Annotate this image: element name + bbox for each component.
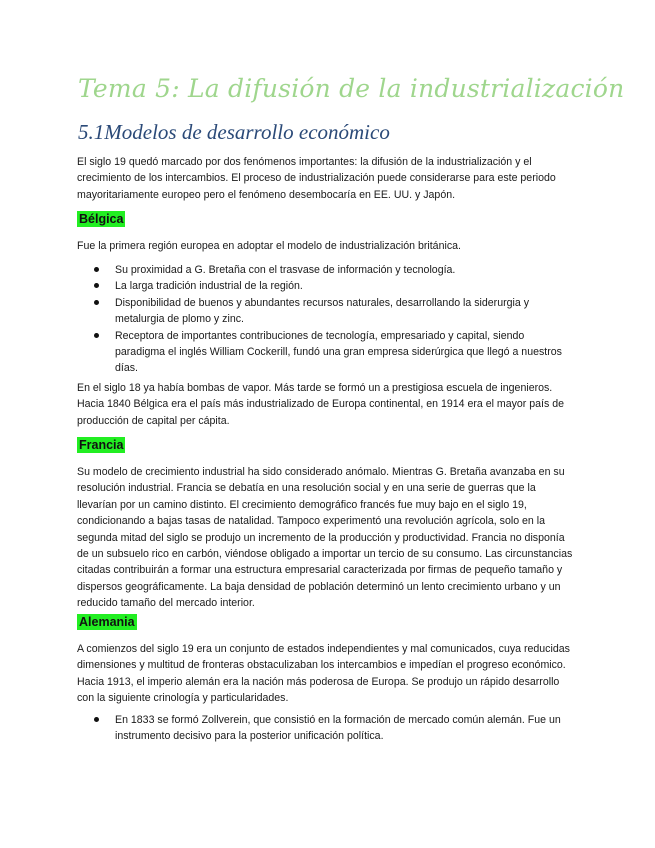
- bullet-icon: [94, 283, 99, 288]
- intro-paragraph: El siglo 19 quedó marcado por dos fenómenos importantes: la difusión de la industrialización y el crecimiento de los intercambios. El proceso de industrialización puede considerarse para este periodo mayoritariamente europeo pero el fenómeno desembocaría en EE. UU. y Japón.: [77, 156, 556, 201]
- bullet-icon: [94, 333, 99, 338]
- document-title: Tema 5: La difusión de la industrialización: [78, 74, 625, 103]
- heading-belgica: Bélgica: [79, 212, 124, 226]
- belgica-lead: Fue la primera región europea en adoptar el modelo de industrialización británica.: [77, 240, 461, 252]
- francia-paragraph: Su modelo de crecimiento industrial ha sido considerado anómalo. Mientras G. Bretaña avanzaba en su resolución industrial. Francia se debatía en una resolución social y en una serie de guerras que la llevarían por un camino distinto. El crecimiento demográfico francés fue muy bajo en el siglo 19, condicionando a bajas tasas de natalidad. Tampoco experimentó una revolución agrícola, solo en la segunda mitad del siglo se produjo un incremento de la producción y productividad. Francia no disponía de un subsuelo rico en carbón, viéndose obligado a importar un tercio de su consumo. Las circunstancias citadas contribuirán a formar una estructura empresarial caracterizada por firmas de pequeño tamaño y dispersos geográficamente. La baja densidad de población determinó un lento crecimiento urbano y un reducido tamaño del mercado interior.: [77, 466, 573, 610]
- list-item: Receptora de importantes contribuciones de tecnología, empresariado y capital, siendo paradigma el inglés William Cockerill, fundó una gran empresa siderúrgica que llegó a nuestros días.: [94, 328, 574, 377]
- list-item: Disponibilidad de buenos y abundantes recursos naturales, desarrollando la siderurgia y metalurgia de plomo y zinc.: [94, 295, 574, 328]
- list-item: La larga tradición industrial de la región.: [94, 278, 574, 294]
- belgica-bullet-list: [94, 262, 574, 377]
- alemania-paragraph: A comienzos del siglo 19 era un conjunto de estados independientes y mal comunicados, cuya reducidas dimensiones y multitud de fronteras obstaculizaban los intercambios e impedían el progreso económico. Hacia 1913, el imperio alemán era la nación más poderosa de Europa. Se produjo un rápido desarrollo con la siguiente crinología y particularidades.: [77, 643, 570, 705]
- list-item: Su proximidad a G. Bretaña con el trasvase de información y tecnología.: [94, 262, 574, 278]
- alemania-bullet-list: [94, 712, 574, 745]
- heading-alemania: Alemania: [79, 615, 135, 629]
- heading-francia: Francia: [79, 438, 124, 452]
- section-subtitle: 5.1Modelos de desarrollo económico: [78, 120, 390, 144]
- bullet-icon: [94, 267, 99, 272]
- belgica-closing: En el siglo 18 ya había bombas de vapor. Más tarde se formó un a prestigiosa escuela de ingenieros. Hacia 1840 Bélgica era el país más industrializado de Europa continental, en 1914 era el mayor país de producción de capital per cápita.: [77, 382, 565, 427]
- bullet-icon: [94, 300, 99, 305]
- list-item: En 1833 se formó Zollverein, que consistió en la formación de mercado común alemán. Fue un instrumento decisivo para la posterior unificación política.: [94, 712, 574, 745]
- bullet-icon: [94, 717, 99, 722]
